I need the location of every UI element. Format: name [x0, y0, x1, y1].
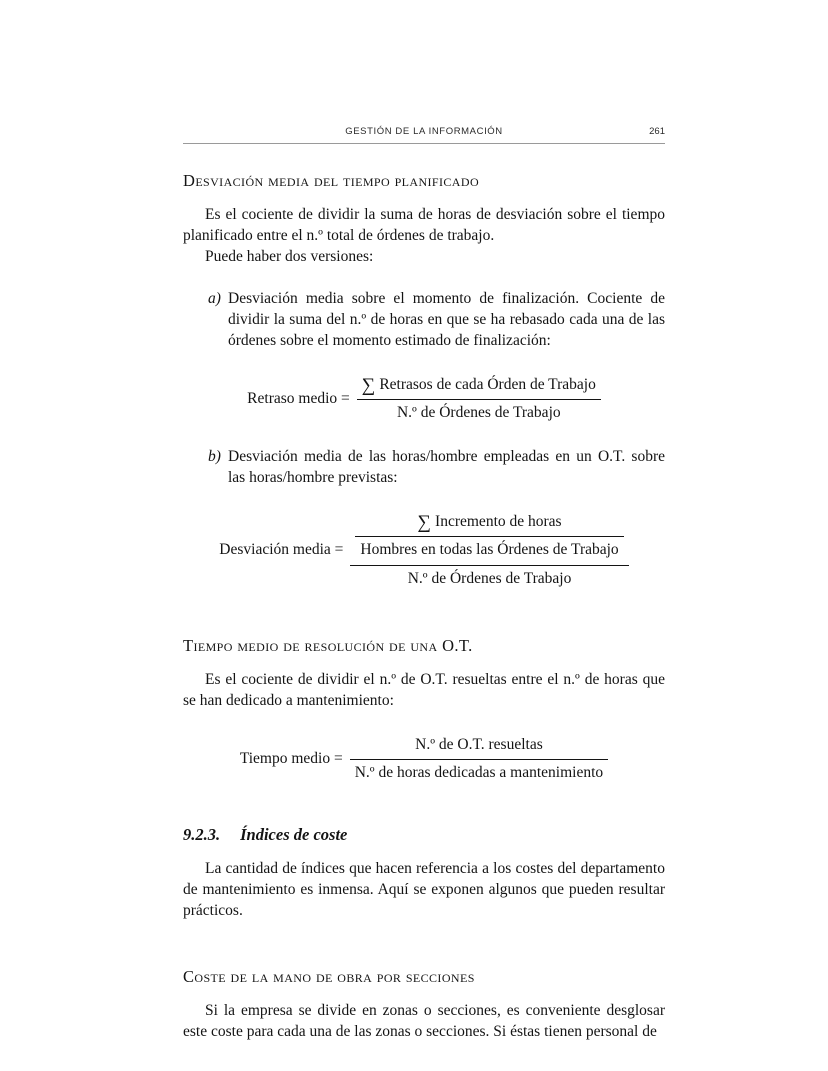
section-title: Índices de coste — [240, 825, 348, 845]
paragraph-tiempo-medio: Es el cociente de dividir el n.º de O.T. resueltas entre el n.º de horas que se han dedicado a mantenimiento: — [183, 670, 665, 709]
section-heading-indices-coste — [183, 825, 665, 845]
summation-symbol: ∑ — [361, 375, 376, 396]
list-item-a-label: a) — [208, 290, 221, 307]
fraction-denominator: N.º de horas dedicadas a mantenimiento — [354, 763, 604, 781]
fraction-denominator: N.º de Órdenes de Trabajo — [396, 403, 561, 421]
fraction-outer-denominator: N.º de Órdenes de Trabajo — [407, 569, 572, 587]
section-heading-tiempo-medio: Tiempo medio de resolución de una O.T. — [183, 635, 473, 655]
list-item-b-text: Desviación media de las horas/hombre empleadas en un O.T. sobre las horas/hombre previstas: — [228, 447, 665, 486]
paragraph-coste-mano-obra: Si la empresa se divide en zonas o secciones, es conveniente desglosar este coste para cada una de las zonas o secciones. Si éstas tienen personal de — [183, 1002, 665, 1041]
section-heading-desviacion-media: Desviación media del tiempo planificado — [183, 171, 480, 190]
paragraph-desviacion-1: Es el cociente de dividir la suma de horas de desviación sobre el tiempo planificado entre el n.º total de órdenes de trabajo. — [183, 206, 665, 244]
list-item-b — [208, 446, 665, 488]
list-item-a — [208, 288, 665, 351]
list-item-a-text: Desviación media sobre el momento de finalización. Cociente de dividir la suma del n.º de horas en que se ha rebasado cada una de las órdenes sobre el momento estimado de finalización: — [228, 290, 665, 349]
paragraph-desviacion-2: Puede haber dos versiones: — [205, 248, 374, 265]
formula-desviacion-lhs: Desviación media = — [219, 541, 344, 559]
formula-tiempo-medio — [183, 735, 665, 784]
fraction-inner-numerator — [355, 512, 623, 537]
formula-retraso-medio — [183, 375, 665, 424]
summation-symbol: ∑ — [417, 511, 432, 533]
fraction-outer — [350, 512, 628, 590]
section-number: 9.2.3. — [183, 825, 221, 845]
fraction-numerator — [357, 375, 601, 400]
fraction-numerator: N.º de O.T. resueltas — [350, 735, 608, 760]
fraction — [350, 735, 608, 784]
page-content — [183, 0, 665, 1042]
list-item-b-label: b) — [208, 447, 221, 465]
fraction — [357, 375, 601, 424]
running-title: GESTIÓN DE LA INFORMACIÓN — [345, 126, 503, 137]
section-heading-coste-mano-obra: Coste de la mano de obra por secciones — [183, 967, 475, 987]
fraction-inner-numerator-text: Incremento de horas — [435, 512, 562, 530]
fraction-inner-denominator: Hombres en todas las Órdenes de Trabajo — [360, 540, 619, 558]
formula-retraso-lhs: Retraso medio = — [247, 389, 350, 407]
formula-tiempo-lhs: Tiempo medio = — [239, 749, 343, 767]
page-number: 261 — [649, 126, 665, 137]
paragraph-indices-coste: La cantidad de índices que hacen referencia a los costes del departamento de mantenimiento es inmensa. Aquí se exponen algunos que pueden resultar prácticos. — [183, 860, 665, 920]
running-header — [183, 126, 665, 144]
formula-desviacion-media — [183, 512, 665, 590]
fraction-outer-numerator — [350, 512, 628, 566]
fraction-inner — [355, 512, 623, 561]
fraction-numerator-text: Retrasos de cada Órden de Trabajo — [379, 376, 596, 393]
